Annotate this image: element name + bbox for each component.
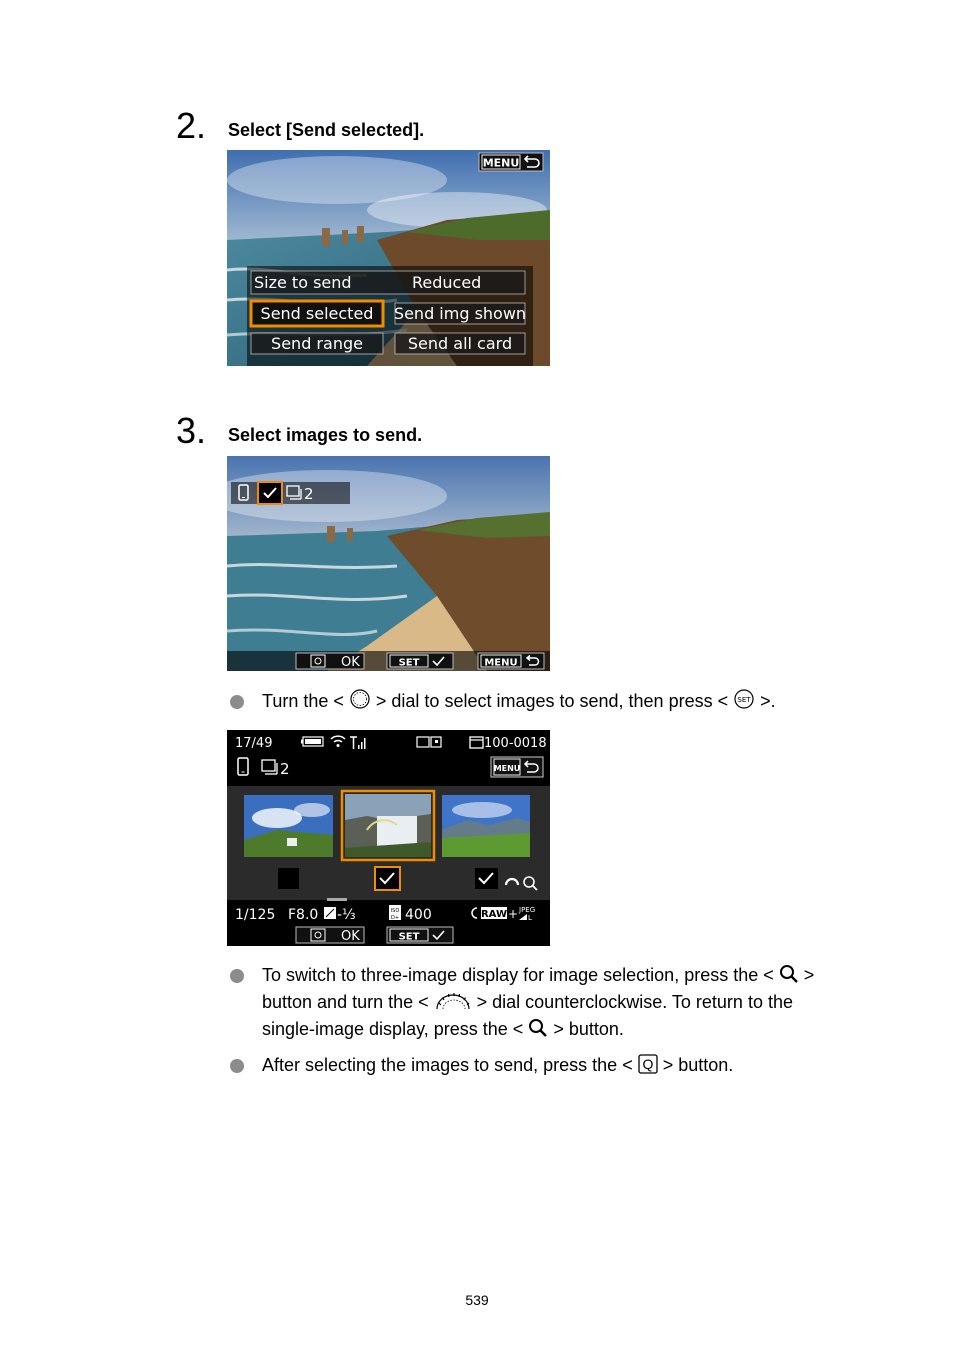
thumbnail-3[interactable] — [442, 795, 530, 857]
camera-screen-three-image-display — [227, 730, 550, 946]
iso-icon — [389, 905, 401, 921]
svg-text:SET: SET — [398, 657, 420, 669]
bullet-dot — [230, 695, 244, 709]
send-selected-option[interactable] — [251, 301, 383, 326]
step-number: 3. — [176, 410, 207, 451]
svg-text:OK: OK — [341, 655, 360, 670]
svg-text:OK: OK — [341, 929, 360, 944]
svg-text:+: + — [508, 907, 519, 921]
step-title: Select images to send. — [228, 425, 423, 445]
unchecked-box[interactable] — [278, 868, 299, 889]
svg-text:SET: SET — [737, 696, 751, 704]
svg-text:JPEG: JPEG — [519, 906, 536, 914]
svg-text:Send img shown: Send img shown — [393, 304, 527, 323]
coastline-photo — [227, 150, 550, 366]
thumbnail-1[interactable] — [244, 795, 333, 857]
exposure-comp-icon — [324, 907, 336, 919]
bullet-dot — [230, 1059, 244, 1073]
send-range-option[interactable] — [251, 333, 383, 354]
aperture: F8.0 — [288, 907, 319, 923]
coastline-beach-photo — [227, 456, 550, 671]
send-all-card-option[interactable] — [395, 333, 525, 354]
size-to-send-label: Size to send — [254, 273, 352, 292]
checked-box[interactable] — [475, 868, 498, 889]
q-button-icon — [638, 1054, 658, 1074]
step-number: 2. — [176, 105, 207, 146]
set-button-icon — [733, 688, 755, 710]
svg-text:2: 2 — [304, 485, 314, 503]
svg-text:MENU: MENU — [484, 657, 518, 669]
svg-text:D+: D+ — [390, 915, 400, 921]
send-img-shown-option[interactable] — [394, 303, 526, 324]
set-check-button[interactable] — [387, 653, 453, 669]
shutter-speed: 1/125 — [235, 907, 276, 923]
folder-file-number: 100-0018 — [484, 736, 547, 751]
size-to-send-value: Reduced — [412, 273, 482, 292]
camera-screen-send-menu — [227, 150, 550, 366]
svg-text:ISO: ISO — [390, 908, 400, 914]
magnify-icon — [528, 1018, 548, 1038]
iso-value: 400 — [405, 907, 432, 923]
exposure-compensation: -⅓ — [337, 907, 356, 923]
size-to-send-row[interactable] — [251, 271, 525, 294]
thumbnail-2[interactable] — [342, 791, 434, 860]
svg-text:L: L — [528, 914, 532, 922]
menu-back-button[interactable] — [491, 757, 543, 777]
camera-screen-image-select — [227, 456, 550, 671]
select-checkbox[interactable] — [258, 482, 282, 504]
page-number: 539 — [465, 1292, 489, 1308]
svg-text:Send selected: Send selected — [260, 304, 374, 323]
step-title: Select [Send selected]. — [228, 120, 425, 140]
menu-back-button[interactable] — [478, 653, 544, 669]
svg-text:RAW: RAW — [480, 909, 508, 920]
quick-control-dial-icon — [349, 688, 371, 710]
svg-text:SET: SET — [398, 931, 420, 943]
svg-text:2: 2 — [280, 760, 290, 778]
menu-back-button[interactable] — [479, 153, 543, 171]
bullet-dot — [230, 969, 244, 983]
svg-text:Send range: Send range — [271, 334, 363, 353]
q-ok-button[interactable] — [296, 927, 364, 944]
svg-text:Send all card: Send all card — [407, 334, 513, 353]
svg-text:Q: Q — [642, 1056, 654, 1072]
menu-label: MENU — [482, 156, 520, 170]
main-dial-icon — [434, 989, 472, 1011]
frame-counter: 17/49 — [235, 736, 273, 751]
checked-box-selected[interactable] — [375, 867, 400, 890]
q-ok-button[interactable] — [296, 653, 364, 670]
svg-text:MENU: MENU — [493, 764, 521, 773]
magnify-icon — [779, 964, 799, 984]
set-check-button[interactable] — [387, 927, 453, 943]
